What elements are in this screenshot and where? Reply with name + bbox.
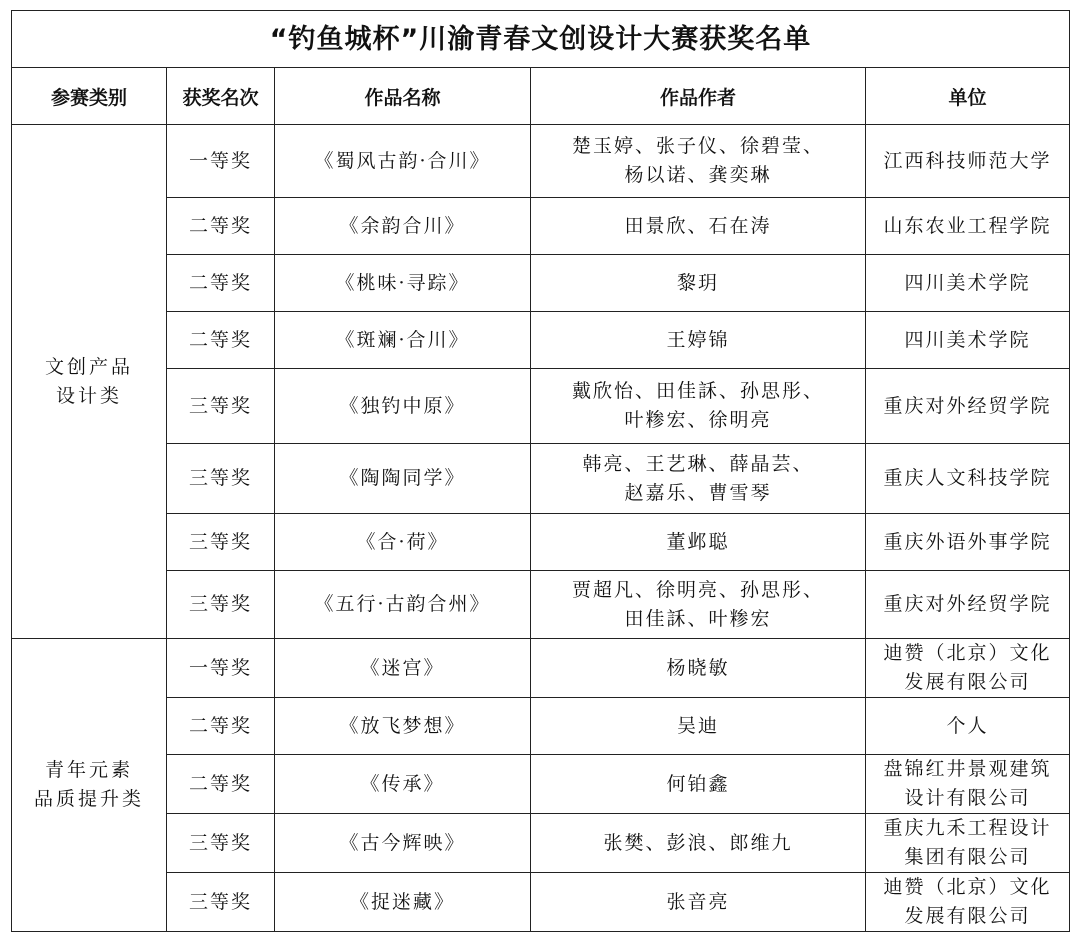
table-row (12, 873, 1070, 932)
unit-line: 重庆外语外事学院 (883, 530, 1052, 553)
work-cell: 《迷宫》 (275, 639, 531, 698)
rank-cell: 二等奖 (167, 698, 275, 755)
work-cell: 《古今辉映》 (275, 814, 531, 873)
author-cell (531, 698, 866, 755)
work-cell: 《余韵合川》 (275, 198, 531, 255)
table-row (12, 755, 1070, 814)
unit-cell (866, 255, 1070, 312)
author-line: 贾超凡、徐明亮、孙思彤、 (571, 578, 824, 601)
author-cell (531, 873, 866, 932)
table-row (12, 571, 1070, 639)
table-row (12, 125, 1070, 198)
work-cell: 《斑斓·合川》 (275, 312, 531, 369)
unit-cell (866, 571, 1070, 639)
unit-line: 集团有限公司 (904, 846, 1031, 868)
unit-cell (866, 444, 1070, 514)
author-line: 杨晓敏 (666, 656, 730, 679)
header-rank: 获奖名次 (167, 68, 275, 125)
author-cell (531, 198, 866, 255)
author-line: 王婷锦 (666, 328, 730, 351)
unit-line: 迪赞（北京）文化 (883, 642, 1052, 664)
unit-cell (866, 369, 1070, 444)
author-line: 吴迪 (676, 714, 719, 737)
work-cell: 《蜀风古韵·合川》 (275, 125, 531, 198)
award-table (11, 10, 1070, 932)
rank-cell: 二等奖 (167, 255, 275, 312)
unit-line: 四川美术学院 (904, 271, 1031, 294)
table-row (12, 444, 1070, 514)
unit-line: 设计有限公司 (904, 787, 1031, 809)
work-cell: 《捉迷藏》 (275, 873, 531, 932)
unit-cell (866, 125, 1070, 198)
rank-cell: 三等奖 (167, 514, 275, 571)
unit-cell (866, 312, 1070, 369)
author-cell (531, 312, 866, 369)
unit-line: 山东农业工程学院 (883, 214, 1052, 237)
rank-cell: 三等奖 (167, 444, 275, 514)
unit-line: 发展有限公司 (904, 905, 1031, 927)
header-category: 参赛类别 (12, 68, 167, 125)
rank-cell: 三等奖 (167, 369, 275, 444)
work-cell: 《传承》 (275, 755, 531, 814)
author-cell (531, 514, 866, 571)
author-cell (531, 369, 866, 444)
unit-cell (866, 514, 1070, 571)
author-line: 何铂鑫 (666, 772, 730, 795)
work-cell: 《独钓中原》 (275, 369, 531, 444)
category-line: 青年元素 (44, 759, 133, 781)
header-work: 作品名称 (275, 68, 531, 125)
rank-cell: 一等奖 (167, 639, 275, 698)
category-line: 品质提升类 (33, 788, 144, 810)
unit-cell (866, 198, 1070, 255)
work-cell: 《桃味·寻踪》 (275, 255, 531, 312)
author-line: 叶糁宏、徐明亮 (624, 409, 772, 431)
unit-line: 重庆人文科技学院 (883, 467, 1052, 489)
unit-line: 发展有限公司 (904, 671, 1031, 693)
author-line: 赵嘉乐、曹雪琴 (624, 481, 772, 504)
author-line: 董邺聪 (666, 530, 730, 553)
unit-line: 个人 (946, 714, 989, 737)
unit-cell (866, 639, 1070, 698)
unit-line: 盘锦红井景观建筑 (883, 758, 1052, 780)
author-line: 张樊、彭浪、郎维九 (603, 831, 793, 854)
unit-line: 重庆对外经贸学院 (883, 593, 1052, 615)
table-row (12, 198, 1070, 255)
table-row (12, 514, 1070, 571)
header-unit: 单位 (866, 68, 1070, 125)
author-cell (531, 814, 866, 873)
unit-line: 迪赞（北京）文化 (883, 876, 1052, 898)
category-line: 设计类 (55, 384, 122, 407)
category-line: 文创产品 (44, 355, 133, 378)
table-row (12, 639, 1070, 698)
rank-cell: 一等奖 (167, 125, 275, 198)
unit-cell (866, 755, 1070, 814)
rank-cell: 三等奖 (167, 814, 275, 873)
category-cell (12, 639, 167, 932)
author-line: 韩亮、王艺琳、薛晶芸、 (582, 452, 814, 475)
unit-line: 江西科技师范大学 (883, 149, 1052, 172)
category-cell (12, 125, 167, 639)
table-row (12, 255, 1070, 312)
table-title: “钓鱼城杯”川渝青春文创设计大赛获奖名单 (12, 11, 1070, 68)
header-author: 作品作者 (531, 68, 866, 125)
work-cell: 《五行·古韵合州》 (275, 571, 531, 639)
rank-cell: 二等奖 (167, 755, 275, 814)
rank-cell: 二等奖 (167, 312, 275, 369)
author-cell (531, 755, 866, 814)
rank-cell: 三等奖 (167, 873, 275, 932)
table-row (12, 814, 1070, 873)
unit-line: 重庆对外经贸学院 (883, 394, 1052, 417)
rank-cell: 二等奖 (167, 198, 275, 255)
unit-cell (866, 814, 1070, 873)
author-cell (531, 639, 866, 698)
table-row (12, 698, 1070, 755)
author-line: 杨以诺、龚奕琳 (624, 164, 772, 186)
author-line: 楚玉婷、张子仪、徐碧莹、 (571, 135, 824, 157)
work-cell: 《陶陶同学》 (275, 444, 531, 514)
author-line: 田景欣、石在涛 (624, 214, 772, 237)
work-cell: 《合·荷》 (275, 514, 531, 571)
author-cell (531, 125, 866, 198)
unit-cell (866, 698, 1070, 755)
rank-cell: 三等奖 (167, 571, 275, 639)
header-row (12, 68, 1070, 125)
table-row (12, 312, 1070, 369)
author-cell (531, 444, 866, 514)
author-cell (531, 255, 866, 312)
unit-line: 重庆九禾工程设计 (883, 817, 1052, 839)
author-line: 戴欣怡、田佳訸、孙思彤、 (571, 380, 824, 402)
unit-line: 四川美术学院 (904, 328, 1031, 351)
author-cell (531, 571, 866, 639)
unit-cell (866, 873, 1070, 932)
author-line: 黎玥 (676, 271, 719, 294)
author-line: 张音亮 (666, 890, 730, 913)
work-cell: 《放飞梦想》 (275, 698, 531, 755)
author-line: 田佳訸、叶糁宏 (624, 607, 772, 630)
table-row (12, 369, 1070, 444)
